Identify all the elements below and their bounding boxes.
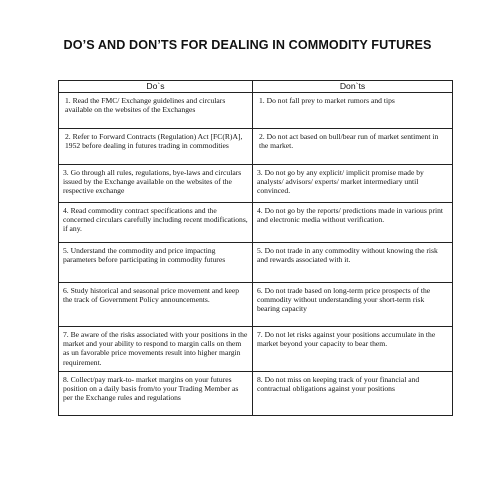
do-cell [59,165,253,203]
dont-cell [253,93,453,129]
dont-text: 6. Do not trade based on long-term price prospects of the commodity without understanding your short-term risk bearing capacity [257,286,431,314]
table-row [59,203,453,243]
do-text: 3. Go through all rules, regulations, bye-laws and circulars issued by the Exchange available on the websites of the respective exchange [63,168,242,196]
dont-text: 1. Do not fall prey to market rumors and tips [259,96,395,105]
dont-text: 2. Do not act based on bull/bear run of market sentiment in the market. [259,132,439,151]
do-cell [59,283,253,327]
table-row [59,372,453,416]
table-header-row [59,81,453,93]
dont-text: 4. Do not go by the reports/ predictions made in various print and electronic media without verification. [257,206,444,225]
dont-cell [253,243,453,283]
do-cell [59,129,253,165]
donts-column-header: Don`ts [253,81,453,93]
dont-text: 7. Do not let risks against your positions accumulate in the market beyond your capacity to bear them. [257,330,436,349]
dont-cell [253,372,453,416]
do-text: 4. Read commodity contract specifications and the concerned circulars carefully including recent modifications, if any. [63,206,248,234]
dont-cell [253,203,453,243]
dont-text: 8. Do not miss on keeping track of your financial and contractual obligations against your positions [257,375,420,394]
do-cell [59,243,253,283]
dont-cell [253,129,453,165]
dos-column-header: Do`s [59,81,253,93]
table-row [59,243,453,283]
table-row [59,327,453,372]
do-text: 2. Refer to Forward Contracts (Regulation) Act [FC(R)A], 1952 before dealing in futures trading in commodities [65,132,243,151]
do-cell [59,93,253,129]
dont-cell [253,327,453,372]
do-cell [59,372,253,416]
page-title: DO’S AND DON’TS FOR DEALING IN COMMODITY FUTURES [63,38,432,52]
dos-donts-table [58,80,453,416]
do-cell [59,203,253,243]
table-row [59,129,453,165]
do-text: 8. Collect/pay mark-to- market margins on your futures position on a daily basis from/to your Trading Member as per the Exchange rules and regulations [63,375,239,403]
do-text: 5. Understand the commodity and price impacting parameters before participating in commodity futures [63,246,226,265]
dont-text: 3. Do not go by any explicit/ implicit promise made by analysts/ advisors/ experts/ market intermediary until convinced. [257,168,424,196]
dont-cell [253,283,453,327]
do-text: 6. Study historical and seasonal price movement and keep the track of Government Policy announcements. [63,286,240,305]
table-row [59,93,453,129]
dont-cell [253,165,453,203]
table-row [59,165,453,203]
do-text: 7. Be aware of the risks associated with your positions in the market and your ability to respond to margin calls on them as un favorable price movements result into higher margin requirement. [63,330,248,367]
table-row [59,283,453,327]
do-cell [59,327,253,372]
do-text: 1. Read the FMC/ Exchange guidelines and circulars available on the websites of the Exchanges [65,96,226,115]
dont-text: 5. Do not trade in any commodity without knowing the risk and rewards associated with it. [257,246,438,265]
